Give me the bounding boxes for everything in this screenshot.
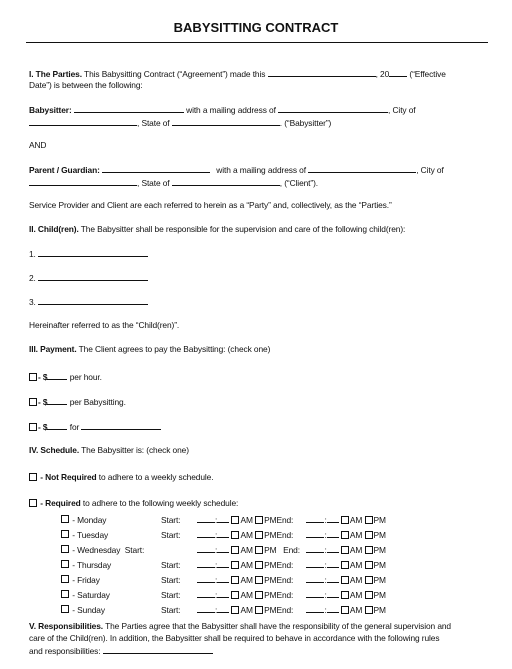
- child-number: 1.: [29, 249, 36, 259]
- checkbox[interactable]: [231, 561, 239, 569]
- client-end: , (“Client”).: [279, 178, 319, 188]
- state-label: , State of: [137, 118, 170, 128]
- minute-blank[interactable]: [217, 574, 229, 583]
- checkbox[interactable]: [255, 606, 263, 614]
- year-prefix: , 20: [375, 69, 390, 79]
- checkbox[interactable]: [29, 423, 37, 431]
- minute-blank[interactable]: [217, 589, 229, 598]
- responsibilities-heading: V. Responsibilities.: [29, 621, 104, 631]
- child-number: 3.: [29, 297, 36, 307]
- schedule-row: - Friday Start: : AM PM End: : AM PM: [61, 572, 386, 587]
- pm-label: PM: [264, 530, 277, 540]
- payment-suffix: for: [69, 422, 80, 432]
- document-title: BABYSITTING CONTRACT: [173, 20, 339, 35]
- responsibilities-line-2: care of the Child(ren). In addition, the Babysitter shall be required to behave in accordance with the following rules: [29, 633, 440, 643]
- checkbox[interactable]: [255, 591, 263, 599]
- checkbox[interactable]: [341, 561, 349, 569]
- day-label: - Saturday: [72, 589, 110, 600]
- payment-option: [29, 371, 102, 382]
- start-label: Start:: [161, 514, 181, 525]
- end-label: End:: [276, 574, 294, 585]
- day-label: - Wednesday: [72, 544, 121, 555]
- pm-label: PM: [264, 590, 277, 600]
- am-label: AM: [349, 605, 363, 615]
- responsibilities-text: and responsibilities:: [29, 646, 101, 656]
- am-label: AM: [349, 560, 363, 570]
- end-label: End:: [276, 559, 294, 570]
- checkbox[interactable]: [255, 546, 263, 554]
- required-label: - Required: [40, 498, 81, 508]
- parent-name-blank[interactable]: [102, 164, 210, 173]
- child-item: [29, 296, 148, 307]
- minute-blank[interactable]: [217, 544, 229, 553]
- weekly-schedule-table: [61, 512, 386, 617]
- and-text: AND: [29, 140, 47, 150]
- dollar-prefix: - $: [38, 372, 48, 382]
- parties-text: This Babysitting Contract (“Agreement”) made this: [84, 69, 266, 79]
- checkbox[interactable]: [341, 591, 349, 599]
- required-text: to adhere to the following weekly schedule:: [82, 498, 239, 508]
- day-label: - Friday: [72, 574, 100, 585]
- checkbox[interactable]: [341, 531, 349, 539]
- am-label: AM: [240, 530, 253, 540]
- checkbox[interactable]: [231, 546, 239, 554]
- minute-blank[interactable]: [217, 529, 229, 538]
- checkbox[interactable]: [255, 576, 263, 584]
- pm-label: PM: [264, 515, 277, 525]
- babysitter-line-2: [29, 117, 331, 128]
- end-label: End:: [276, 589, 294, 600]
- pm-label: PM: [373, 590, 386, 600]
- pm-label: PM: [264, 545, 277, 555]
- payment-option: [29, 421, 161, 432]
- payment-heading: III. Payment.: [29, 344, 77, 354]
- minute-blank[interactable]: [327, 604, 339, 613]
- effective-label: (“Effective: [409, 69, 446, 79]
- checkbox[interactable]: [365, 531, 373, 539]
- pm-label: PM: [264, 605, 277, 615]
- checkbox[interactable]: [29, 499, 37, 507]
- children-heading: II. Child(ren).: [29, 224, 79, 234]
- checkbox[interactable]: [231, 576, 239, 584]
- payment-option: [29, 396, 126, 407]
- minute-blank[interactable]: [327, 589, 339, 598]
- parent-state-blank[interactable]: [172, 177, 280, 186]
- parent-label: Parent / Guardian:: [29, 165, 100, 175]
- child-item: [29, 248, 148, 259]
- babysitter-address-blank[interactable]: [278, 104, 388, 113]
- dollar-prefix: - $: [38, 397, 48, 407]
- checkbox[interactable]: [365, 516, 373, 524]
- child-number: 2.: [29, 273, 36, 283]
- children-text: The Babysitter shall be responsible for the supervision and care of the following child(ren):: [80, 224, 406, 234]
- mailing-text: with a mailing address of: [216, 165, 306, 175]
- checkbox[interactable]: [61, 545, 69, 553]
- pm-label: PM: [373, 530, 386, 540]
- checkbox[interactable]: [61, 560, 69, 568]
- schedule-row: - Thursday Start: : AM PM End: : AM PM: [61, 557, 386, 572]
- checkbox[interactable]: [61, 515, 69, 523]
- end-label: End:: [276, 514, 294, 525]
- day-label: - Monday: [72, 514, 107, 525]
- schedule-intro: [29, 445, 189, 455]
- pm-label: PM: [373, 560, 386, 570]
- parent-line-1: [29, 164, 444, 175]
- checkbox[interactable]: [341, 546, 349, 554]
- checkbox[interactable]: [231, 531, 239, 539]
- babysitter-line-1: [29, 104, 416, 115]
- parties-line-2: Date”) is between the following:: [29, 80, 143, 90]
- responsibilities-line-1: [29, 621, 451, 631]
- start-label: Start:: [161, 589, 181, 600]
- parent-city-blank[interactable]: [29, 177, 137, 186]
- children-intro: [29, 224, 405, 234]
- checkbox[interactable]: [365, 591, 373, 599]
- amount-blank[interactable]: [47, 396, 67, 405]
- minute-blank[interactable]: [327, 514, 339, 523]
- hour-blank[interactable]: [306, 589, 324, 598]
- responsibilities-blank[interactable]: [103, 645, 213, 654]
- am-label: AM: [349, 575, 363, 585]
- am-label: AM: [349, 590, 363, 600]
- minute-blank[interactable]: [327, 574, 339, 583]
- schedule-heading: IV. Schedule.: [29, 445, 80, 455]
- pm-label: PM: [373, 575, 386, 585]
- checkbox[interactable]: [61, 590, 69, 598]
- checkbox[interactable]: [61, 575, 69, 583]
- city-label: , City of: [388, 105, 416, 115]
- payment-suffix: per hour.: [69, 372, 102, 382]
- checkbox[interactable]: [29, 473, 37, 481]
- checkbox[interactable]: [365, 561, 373, 569]
- mailing-text: with a mailing address of: [186, 105, 276, 115]
- hour-blank[interactable]: [306, 559, 324, 568]
- children-after: Hereinafter referred to as the “Child(ren)”.: [29, 320, 180, 330]
- babysitter-label: Babysitter:: [29, 105, 72, 115]
- am-label: AM: [349, 515, 363, 525]
- am-label: AM: [240, 560, 253, 570]
- am-label: AM: [240, 545, 253, 555]
- day-label: - Tuesday: [72, 529, 109, 540]
- schedule-row: - Wednesday Start: : AM PM End: : AM PM: [61, 542, 386, 557]
- schedule-row: - Sunday Start: : AM PM End: : AM PM: [61, 602, 386, 617]
- start-label: Start:: [161, 604, 181, 615]
- checkbox[interactable]: [61, 605, 69, 613]
- child-name-blank[interactable]: [38, 296, 148, 305]
- responsibilities-text: The Parties agree that the Babysitter shall have the responsibility of the general supervision and: [105, 621, 451, 631]
- hour-blank[interactable]: [197, 514, 215, 523]
- checkbox[interactable]: [365, 606, 373, 614]
- schedule-row: - Monday Start: : AM PM End: : AM PM: [61, 512, 386, 527]
- referral-text: Service Provider and Client are each referred to herein as a “Party” and, collectively, as the “Parties.”: [29, 200, 392, 210]
- checkbox[interactable]: [341, 606, 349, 614]
- end-label: End:: [283, 545, 300, 555]
- year-blank[interactable]: [389, 68, 407, 77]
- schedule-row: - Saturday Start: : AM PM End: : AM PM: [61, 587, 386, 602]
- hour-blank[interactable]: [197, 574, 215, 583]
- babysitter-state-blank[interactable]: [172, 117, 280, 126]
- date-blank[interactable]: [268, 68, 376, 77]
- pm-label: PM: [373, 515, 386, 525]
- checkbox[interactable]: [341, 576, 349, 584]
- schedule-text: The Babysitter is: (check one): [81, 445, 189, 455]
- city-label: , City of: [416, 165, 444, 175]
- babysitter-end: . (“Babysitter”): [279, 118, 332, 128]
- pm-label: PM: [264, 560, 277, 570]
- hour-blank[interactable]: [306, 544, 324, 553]
- payment-suffix: per Babysitting.: [69, 397, 126, 407]
- hour-blank[interactable]: [306, 604, 324, 613]
- checkbox[interactable]: [29, 373, 37, 381]
- end-label: End:: [276, 529, 294, 540]
- pm-label: PM: [373, 545, 386, 555]
- schedule-not-required: [29, 472, 213, 482]
- hour-blank[interactable]: [306, 574, 324, 583]
- minute-blank[interactable]: [327, 559, 339, 568]
- start-label: Start:: [161, 574, 181, 585]
- child-name-blank[interactable]: [38, 272, 148, 281]
- checkbox[interactable]: [231, 591, 239, 599]
- babysitter-city-blank[interactable]: [29, 117, 137, 126]
- checkbox[interactable]: [255, 531, 263, 539]
- checkbox[interactable]: [365, 576, 373, 584]
- checkbox[interactable]: [231, 606, 239, 614]
- am-label: AM: [349, 530, 363, 540]
- schedule-row: - Tuesday Start: : AM PM End: : AM PM: [61, 527, 386, 542]
- hour-blank[interactable]: [197, 559, 215, 568]
- end-label: End:: [276, 604, 294, 615]
- minute-blank[interactable]: [217, 604, 229, 613]
- parties-heading: I. The Parties.: [29, 69, 82, 79]
- minute-blank[interactable]: [327, 529, 339, 538]
- am-label: AM: [240, 590, 253, 600]
- checkbox[interactable]: [341, 516, 349, 524]
- day-label: - Sunday: [72, 604, 105, 615]
- am-label: AM: [240, 605, 253, 615]
- start-label: Start:: [124, 544, 145, 555]
- hour-blank[interactable]: [197, 544, 215, 553]
- start-label: Start:: [161, 559, 181, 570]
- hour-blank[interactable]: [197, 529, 215, 538]
- payment-intro: [29, 344, 270, 354]
- hour-blank[interactable]: [197, 604, 215, 613]
- start-label: Start:: [161, 529, 181, 540]
- state-label: , State of: [137, 178, 170, 188]
- hour-blank[interactable]: [306, 514, 324, 523]
- amount-blank[interactable]: [47, 371, 67, 380]
- checkbox[interactable]: [255, 561, 263, 569]
- pm-label: PM: [373, 605, 386, 615]
- for-blank[interactable]: [81, 421, 161, 430]
- checkbox[interactable]: [231, 516, 239, 524]
- child-name-blank[interactable]: [38, 248, 148, 257]
- responsibilities-line-3: [29, 645, 213, 656]
- minute-blank[interactable]: [217, 514, 229, 523]
- pm-label: PM: [264, 575, 277, 585]
- parent-address-blank[interactable]: [308, 164, 416, 173]
- checkbox[interactable]: [365, 546, 373, 554]
- dollar-prefix: - $: [38, 422, 48, 432]
- hour-blank[interactable]: [197, 589, 215, 598]
- title-divider: [26, 42, 488, 43]
- checkbox[interactable]: [255, 516, 263, 524]
- babysitter-name-blank[interactable]: [74, 104, 184, 113]
- am-label: AM: [349, 545, 363, 555]
- checkbox[interactable]: [61, 530, 69, 538]
- minute-blank[interactable]: [217, 559, 229, 568]
- day-label: - Thursday: [72, 559, 112, 570]
- am-label: AM: [240, 575, 253, 585]
- am-label: AM: [240, 515, 253, 525]
- child-item: [29, 272, 148, 283]
- hour-blank[interactable]: [306, 529, 324, 538]
- parties-line-1: [29, 68, 446, 79]
- parent-line-2: [29, 177, 318, 188]
- payment-text: The Client agrees to pay the Babysitting: (check one): [78, 344, 271, 354]
- not-required-text: to adhere to a weekly schedule.: [98, 472, 214, 482]
- checkbox[interactable]: [29, 398, 37, 406]
- not-required-label: - Not Required: [40, 472, 97, 482]
- schedule-required: [29, 498, 238, 508]
- amount-blank[interactable]: [47, 421, 67, 430]
- minute-blank[interactable]: [327, 544, 339, 553]
